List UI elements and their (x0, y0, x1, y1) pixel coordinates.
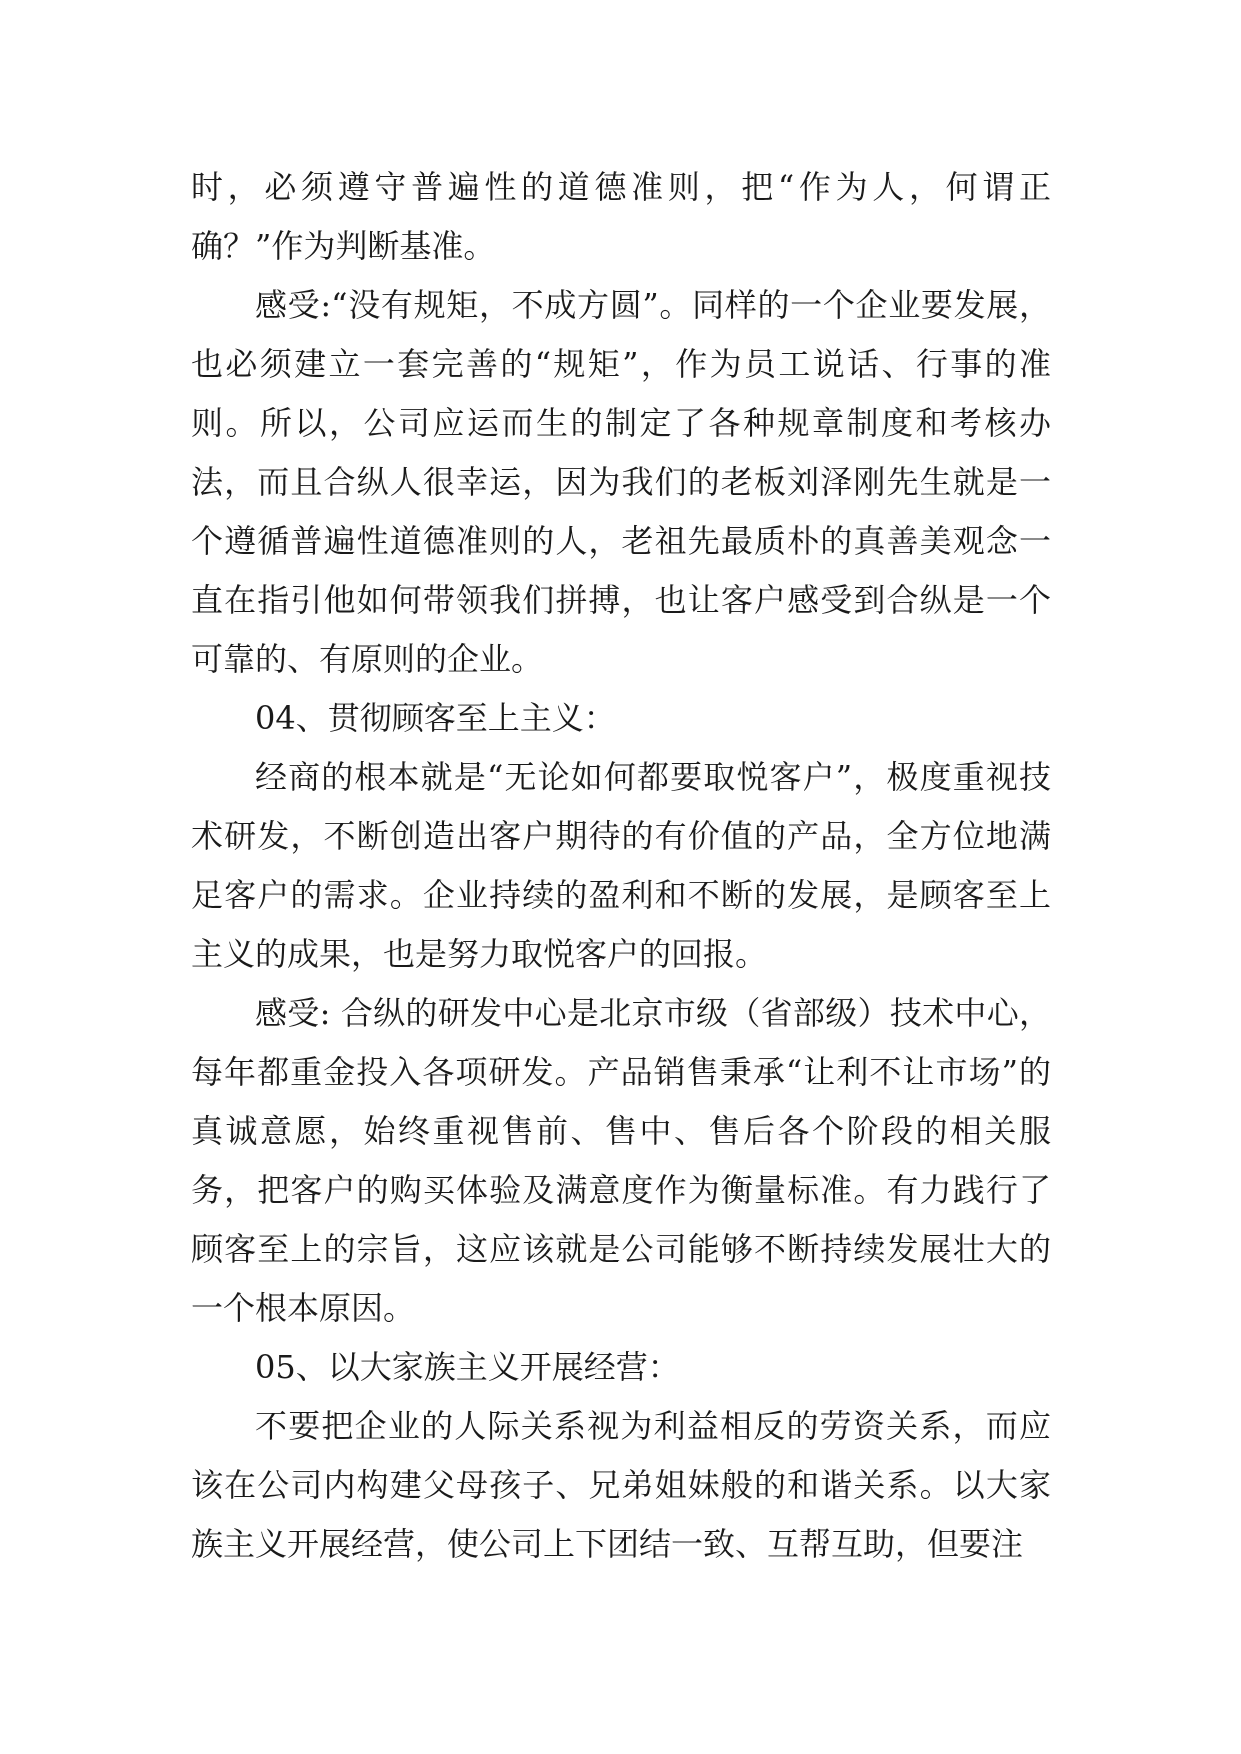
document-body (191, 158, 1051, 1574)
paragraph-customer-first: 经商的根本就是“无论如何都要取悦客户”，极度重视技术研发，不断创造出客户期待的有价值的产品，全方位地满足客户的需求。企业持续的盈利和不断的发展，是顾客至上主义的成果，也是努力取悦客户的回报。 (191, 758, 1051, 973)
section-heading-04: 04、贯彻顾客至上主义： (255, 699, 616, 737)
paragraph-feeling-customer: 感受: 合纵的研发中心是北京市级（省部级）技术中心，每年都重金投入各项研发。产品销售秉承“让利不让市场”的真诚意愿，始终重视售前、售中、售后各个阶段的相关服务，把客户的购买体验及满意度作为衡量标准。有力践行了顾客至上的宗旨，这应该就是公司能够不断持续发展壮大的一个根本原因。 (191, 994, 1051, 1327)
paragraph-feeling-rules: 感受:“没有规矩，不成方圆”。同样的一个企业要发展，也必须建立一套完善的“规矩”，作为员工说话、行事的准则。所以，公司应运而生的制定了各种规章制度和考核办法，而且合纵人很幸运，因为我们的老板刘泽刚先生就是一个遵循普遍性道德准则的人，老祖先最质朴的真善美观念一直在指引他如何带领我们拼搏，也让客户感受到合纵是一个可靠的、有原则的企业。 (191, 286, 1051, 678)
paragraph-continuation: 时，必须遵守普遍性的道德准则，把“作为人，何谓正确？”作为判断基准。 (191, 168, 1051, 265)
paragraph-family-management: 不要把企业的人际关系视为利益相反的劳资关系，而应该在公司内构建父母孩子、兄弟姐妹般的和谐关系。以大家族主义开展经营，使公司上下团结一致、互帮互助，但要注 (191, 1407, 1051, 1563)
section-heading-05: 05、以大家族主义开展经营： (255, 1348, 680, 1386)
